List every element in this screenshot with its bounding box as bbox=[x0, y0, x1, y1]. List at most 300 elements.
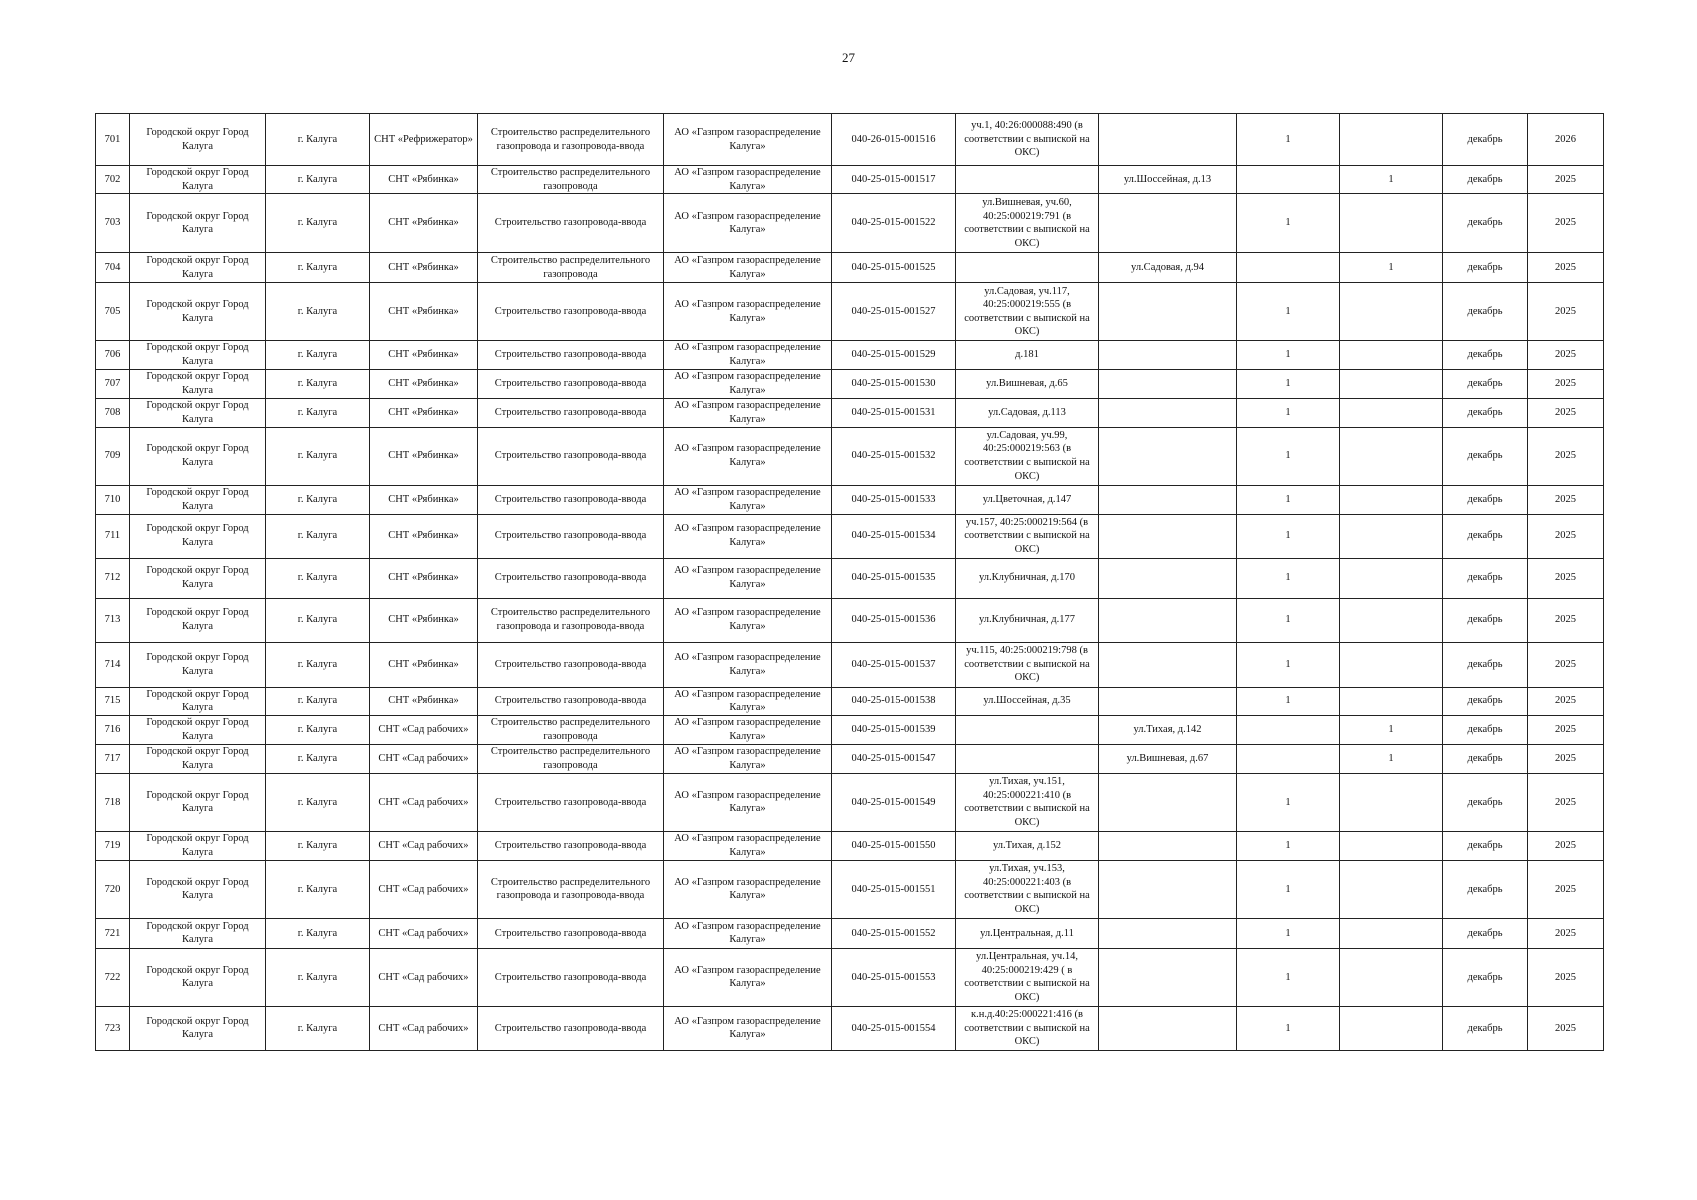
quantity-network-cell: 1 bbox=[1340, 166, 1443, 194]
code-cell: 040-25-015-001554 bbox=[832, 1006, 956, 1050]
gasification-table bbox=[95, 113, 1604, 1051]
address-cell bbox=[1099, 1006, 1237, 1050]
quantity-network-cell bbox=[1340, 1006, 1443, 1050]
quantity-network-cell: 1 bbox=[1340, 715, 1443, 744]
address-oks-cell: ул.Центральная, д.11 bbox=[956, 918, 1099, 948]
table-row bbox=[96, 598, 1604, 642]
city-cell: г. Калуга bbox=[266, 860, 370, 918]
month-cell: декабрь bbox=[1443, 744, 1528, 773]
organization-cell: АО «Газпром газораспределение Калуга» bbox=[664, 558, 832, 598]
address-cell: ул.Садовая, д.94 bbox=[1099, 253, 1237, 283]
snt-cell: СНТ «Рефрижератор» bbox=[370, 114, 478, 166]
row-number: 723 bbox=[96, 1006, 130, 1050]
quantity-input-cell: 1 bbox=[1237, 773, 1340, 831]
address-oks-cell: уч.157, 40:25:000219:564 (в соответствии с выпиской на ОКС) bbox=[956, 514, 1099, 558]
year-cell: 2025 bbox=[1528, 948, 1604, 1006]
year-cell: 2025 bbox=[1528, 642, 1604, 687]
code-cell: 040-25-015-001517 bbox=[832, 166, 956, 194]
address-cell bbox=[1099, 860, 1237, 918]
year-cell: 2025 bbox=[1528, 514, 1604, 558]
city-cell: г. Калуга bbox=[266, 773, 370, 831]
address-oks-cell: ул.Клубничная, д.177 bbox=[956, 598, 1099, 642]
row-number: 710 bbox=[96, 485, 130, 514]
year-cell: 2025 bbox=[1528, 773, 1604, 831]
district-cell: Городской округ Город Калуга bbox=[130, 1006, 266, 1050]
city-cell: г. Калуга bbox=[266, 687, 370, 715]
quantity-network-cell bbox=[1340, 831, 1443, 860]
month-cell: декабрь bbox=[1443, 773, 1528, 831]
table-row bbox=[96, 773, 1604, 831]
quantity-input-cell: 1 bbox=[1237, 598, 1340, 642]
year-cell: 2025 bbox=[1528, 194, 1604, 253]
month-cell: декабрь bbox=[1443, 558, 1528, 598]
organization-cell: АО «Газпром газораспределение Калуга» bbox=[664, 398, 832, 427]
row-number: 712 bbox=[96, 558, 130, 598]
organization-cell: АО «Газпром газораспределение Калуга» bbox=[664, 918, 832, 948]
city-cell: г. Калуга bbox=[266, 341, 370, 369]
address-oks-cell bbox=[956, 166, 1099, 194]
work-type-cell: Строительство газопровода-ввода bbox=[478, 948, 664, 1006]
table-body bbox=[96, 114, 1604, 1051]
district-cell: Городской округ Город Калуга bbox=[130, 687, 266, 715]
code-cell: 040-25-015-001527 bbox=[832, 283, 956, 341]
work-type-cell: Строительство распределительного газопровода и газопровода-ввода bbox=[478, 598, 664, 642]
city-cell: г. Калуга bbox=[266, 558, 370, 598]
district-cell: Городской округ Город Калуга bbox=[130, 283, 266, 341]
month-cell: декабрь bbox=[1443, 114, 1528, 166]
quantity-network-cell bbox=[1340, 687, 1443, 715]
table-row bbox=[96, 253, 1604, 283]
district-cell: Городской округ Город Калуга bbox=[130, 427, 266, 485]
quantity-network-cell bbox=[1340, 114, 1443, 166]
month-cell: декабрь bbox=[1443, 1006, 1528, 1050]
city-cell: г. Калуга bbox=[266, 948, 370, 1006]
snt-cell: СНТ «Сад рабочих» bbox=[370, 918, 478, 948]
work-type-cell: Строительство газопровода-ввода bbox=[478, 918, 664, 948]
table-row bbox=[96, 341, 1604, 369]
code-cell: 040-25-015-001529 bbox=[832, 341, 956, 369]
code-cell: 040-25-015-001547 bbox=[832, 744, 956, 773]
month-cell: декабрь bbox=[1443, 427, 1528, 485]
table-row bbox=[96, 642, 1604, 687]
table-row bbox=[96, 114, 1604, 166]
month-cell: декабрь bbox=[1443, 194, 1528, 253]
code-cell: 040-25-015-001534 bbox=[832, 514, 956, 558]
work-type-cell: Строительство распределительного газопровода и газопровода-ввода bbox=[478, 114, 664, 166]
city-cell: г. Калуга bbox=[266, 427, 370, 485]
snt-cell: СНТ «Рябинка» bbox=[370, 687, 478, 715]
code-cell: 040-26-015-001516 bbox=[832, 114, 956, 166]
code-cell: 040-25-015-001539 bbox=[832, 715, 956, 744]
city-cell: г. Калуга bbox=[266, 514, 370, 558]
code-cell: 040-25-015-001532 bbox=[832, 427, 956, 485]
organization-cell: АО «Газпром газораспределение Калуга» bbox=[664, 194, 832, 253]
work-type-cell: Строительство распределительного газопровода bbox=[478, 744, 664, 773]
row-number: 711 bbox=[96, 514, 130, 558]
quantity-input-cell: 1 bbox=[1237, 1006, 1340, 1050]
year-cell: 2025 bbox=[1528, 558, 1604, 598]
month-cell: декабрь bbox=[1443, 918, 1528, 948]
row-number: 717 bbox=[96, 744, 130, 773]
address-cell: ул.Шоссейная, д.13 bbox=[1099, 166, 1237, 194]
work-type-cell: Строительство распределительного газопровода bbox=[478, 166, 664, 194]
year-cell: 2025 bbox=[1528, 598, 1604, 642]
quantity-input-cell bbox=[1237, 166, 1340, 194]
city-cell: г. Калуга bbox=[266, 194, 370, 253]
organization-cell: АО «Газпром газораспределение Калуга» bbox=[664, 598, 832, 642]
quantity-input-cell: 1 bbox=[1237, 831, 1340, 860]
address-cell bbox=[1099, 485, 1237, 514]
address-cell bbox=[1099, 398, 1237, 427]
district-cell: Городской округ Город Калуга bbox=[130, 253, 266, 283]
year-cell: 2025 bbox=[1528, 860, 1604, 918]
organization-cell: АО «Газпром газораспределение Калуга» bbox=[664, 773, 832, 831]
row-number: 704 bbox=[96, 253, 130, 283]
district-cell: Городской округ Город Калуга bbox=[130, 948, 266, 1006]
address-oks-cell: к.н.д.40:25:000221:416 (в соответствии с выпиской на ОКС) bbox=[956, 1006, 1099, 1050]
snt-cell: СНТ «Рябинка» bbox=[370, 166, 478, 194]
work-type-cell: Строительство газопровода-ввода bbox=[478, 831, 664, 860]
code-cell: 040-25-015-001551 bbox=[832, 860, 956, 918]
quantity-input-cell: 1 bbox=[1237, 194, 1340, 253]
work-type-cell: Строительство газопровода-ввода bbox=[478, 687, 664, 715]
organization-cell: АО «Газпром газораспределение Калуга» bbox=[664, 114, 832, 166]
address-cell bbox=[1099, 687, 1237, 715]
table-row bbox=[96, 918, 1604, 948]
work-type-cell: Строительство газопровода-ввода bbox=[478, 369, 664, 398]
address-oks-cell: ул.Шоссейная, д.35 bbox=[956, 687, 1099, 715]
work-type-cell: Строительство распределительного газопровода и газопровода-ввода bbox=[478, 860, 664, 918]
address-cell bbox=[1099, 427, 1237, 485]
table-row bbox=[96, 1006, 1604, 1050]
city-cell: г. Калуга bbox=[266, 398, 370, 427]
row-number: 715 bbox=[96, 687, 130, 715]
table-row bbox=[96, 860, 1604, 918]
quantity-network-cell bbox=[1340, 918, 1443, 948]
address-oks-cell: ул.Садовая, уч.117, 40:25:000219:555 (в соответствии с выпиской на ОКС) bbox=[956, 283, 1099, 341]
month-cell: декабрь bbox=[1443, 831, 1528, 860]
code-cell: 040-25-015-001531 bbox=[832, 398, 956, 427]
code-cell: 040-25-015-001553 bbox=[832, 948, 956, 1006]
quantity-input-cell: 1 bbox=[1237, 485, 1340, 514]
table-row bbox=[96, 948, 1604, 1006]
row-number: 702 bbox=[96, 166, 130, 194]
district-cell: Городской округ Город Калуга bbox=[130, 860, 266, 918]
snt-cell: СНТ «Рябинка» bbox=[370, 558, 478, 598]
code-cell: 040-25-015-001549 bbox=[832, 773, 956, 831]
page-number: 27 bbox=[842, 50, 855, 65]
year-cell: 2025 bbox=[1528, 341, 1604, 369]
address-oks-cell bbox=[956, 253, 1099, 283]
city-cell: г. Калуга bbox=[266, 744, 370, 773]
organization-cell: АО «Газпром газораспределение Калуга» bbox=[664, 687, 832, 715]
district-cell: Городской округ Город Калуга bbox=[130, 398, 266, 427]
snt-cell: СНТ «Рябинка» bbox=[370, 369, 478, 398]
snt-cell: СНТ «Рябинка» bbox=[370, 341, 478, 369]
address-cell bbox=[1099, 773, 1237, 831]
quantity-input-cell: 1 bbox=[1237, 687, 1340, 715]
quantity-network-cell bbox=[1340, 948, 1443, 1006]
month-cell: декабрь bbox=[1443, 253, 1528, 283]
quantity-input-cell: 1 bbox=[1237, 114, 1340, 166]
district-cell: Городской округ Город Калуга bbox=[130, 918, 266, 948]
quantity-network-cell bbox=[1340, 642, 1443, 687]
year-cell: 2025 bbox=[1528, 918, 1604, 948]
row-number: 703 bbox=[96, 194, 130, 253]
address-oks-cell: ул.Садовая, д.113 bbox=[956, 398, 1099, 427]
district-cell: Городской округ Город Калуга bbox=[130, 558, 266, 598]
table-row bbox=[96, 485, 1604, 514]
snt-cell: СНТ «Сад рабочих» bbox=[370, 1006, 478, 1050]
address-oks-cell: уч.115, 40:25:000219:798 (в соответствии с выпиской на ОКС) bbox=[956, 642, 1099, 687]
quantity-input-cell: 1 bbox=[1237, 860, 1340, 918]
district-cell: Городской округ Город Калуга bbox=[130, 341, 266, 369]
snt-cell: СНТ «Рябинка» bbox=[370, 398, 478, 427]
organization-cell: АО «Газпром газораспределение Калуга» bbox=[664, 369, 832, 398]
year-cell: 2025 bbox=[1528, 283, 1604, 341]
quantity-input-cell: 1 bbox=[1237, 283, 1340, 341]
address-oks-cell bbox=[956, 715, 1099, 744]
snt-cell: СНТ «Рябинка» bbox=[370, 514, 478, 558]
code-cell: 040-25-015-001535 bbox=[832, 558, 956, 598]
organization-cell: АО «Газпром газораспределение Калуга» bbox=[664, 341, 832, 369]
table-row bbox=[96, 398, 1604, 427]
code-cell: 040-25-015-001537 bbox=[832, 642, 956, 687]
month-cell: декабрь bbox=[1443, 485, 1528, 514]
snt-cell: СНТ «Рябинка» bbox=[370, 194, 478, 253]
table-row bbox=[96, 166, 1604, 194]
year-cell: 2025 bbox=[1528, 1006, 1604, 1050]
quantity-input-cell bbox=[1237, 253, 1340, 283]
organization-cell: АО «Газпром газораспределение Калуга» bbox=[664, 485, 832, 514]
snt-cell: СНТ «Сад рабочих» bbox=[370, 744, 478, 773]
address-cell bbox=[1099, 194, 1237, 253]
row-number: 709 bbox=[96, 427, 130, 485]
quantity-network-cell bbox=[1340, 558, 1443, 598]
quantity-network-cell bbox=[1340, 369, 1443, 398]
work-type-cell: Строительство газопровода-ввода bbox=[478, 427, 664, 485]
code-cell: 040-25-015-001522 bbox=[832, 194, 956, 253]
organization-cell: АО «Газпром газораспределение Калуга» bbox=[664, 253, 832, 283]
address-cell bbox=[1099, 918, 1237, 948]
table-row bbox=[96, 427, 1604, 485]
row-number: 705 bbox=[96, 283, 130, 341]
city-cell: г. Калуга bbox=[266, 485, 370, 514]
snt-cell: СНТ «Сад рабочих» bbox=[370, 860, 478, 918]
address-oks-cell: уч.1, 40:26:000088:490 (в соответствии с выпиской на ОКС) bbox=[956, 114, 1099, 166]
month-cell: декабрь bbox=[1443, 642, 1528, 687]
address-oks-cell: ул.Вишневая, д.65 bbox=[956, 369, 1099, 398]
code-cell: 040-25-015-001538 bbox=[832, 687, 956, 715]
row-number: 721 bbox=[96, 918, 130, 948]
snt-cell: СНТ «Рябинка» bbox=[370, 253, 478, 283]
work-type-cell: Строительство распределительного газопровода bbox=[478, 715, 664, 744]
month-cell: декабрь bbox=[1443, 715, 1528, 744]
city-cell: г. Калуга bbox=[266, 369, 370, 398]
table-row bbox=[96, 369, 1604, 398]
month-cell: декабрь bbox=[1443, 283, 1528, 341]
address-cell bbox=[1099, 341, 1237, 369]
city-cell: г. Калуга bbox=[266, 831, 370, 860]
district-cell: Городской округ Город Калуга bbox=[130, 369, 266, 398]
city-cell: г. Калуга bbox=[266, 642, 370, 687]
address-cell bbox=[1099, 948, 1237, 1006]
organization-cell: АО «Газпром газораспределение Калуга» bbox=[664, 1006, 832, 1050]
address-oks-cell: ул.Тихая, уч.153, 40:25:000221:403 (в соответствии с выпиской на ОКС) bbox=[956, 860, 1099, 918]
table-row bbox=[96, 687, 1604, 715]
address-cell bbox=[1099, 831, 1237, 860]
address-oks-cell: ул.Тихая, д.152 bbox=[956, 831, 1099, 860]
organization-cell: АО «Газпром газораспределение Калуга» bbox=[664, 642, 832, 687]
quantity-network-cell: 1 bbox=[1340, 744, 1443, 773]
city-cell: г. Калуга bbox=[266, 1006, 370, 1050]
district-cell: Городской округ Город Калуга bbox=[130, 166, 266, 194]
code-cell: 040-25-015-001533 bbox=[832, 485, 956, 514]
table-row bbox=[96, 744, 1604, 773]
table-row bbox=[96, 558, 1604, 598]
table-row bbox=[96, 283, 1604, 341]
quantity-network-cell bbox=[1340, 598, 1443, 642]
organization-cell: АО «Газпром газораспределение Калуга» bbox=[664, 948, 832, 1006]
quantity-input-cell: 1 bbox=[1237, 948, 1340, 1006]
organization-cell: АО «Газпром газораспределение Калуга» bbox=[664, 166, 832, 194]
quantity-network-cell bbox=[1340, 427, 1443, 485]
quantity-input-cell bbox=[1237, 715, 1340, 744]
year-cell: 2025 bbox=[1528, 427, 1604, 485]
year-cell: 2025 bbox=[1528, 687, 1604, 715]
row-number: 713 bbox=[96, 598, 130, 642]
address-cell bbox=[1099, 514, 1237, 558]
month-cell: декабрь bbox=[1443, 687, 1528, 715]
code-cell: 040-25-015-001552 bbox=[832, 918, 956, 948]
table-row bbox=[96, 514, 1604, 558]
year-cell: 2025 bbox=[1528, 166, 1604, 194]
month-cell: декабрь bbox=[1443, 369, 1528, 398]
work-type-cell: Строительство газопровода-ввода bbox=[478, 485, 664, 514]
snt-cell: СНТ «Рябинка» bbox=[370, 485, 478, 514]
city-cell: г. Калуга bbox=[266, 114, 370, 166]
address-oks-cell: ул.Садовая, уч.99, 40:25:000219:563 (в соответствии с выпиской на ОКС) bbox=[956, 427, 1099, 485]
snt-cell: СНТ «Рябинка» bbox=[370, 642, 478, 687]
code-cell: 040-25-015-001536 bbox=[832, 598, 956, 642]
work-type-cell: Строительство газопровода-ввода bbox=[478, 642, 664, 687]
address-oks-cell: ул.Цветочная, д.147 bbox=[956, 485, 1099, 514]
snt-cell: СНТ «Сад рабочих» bbox=[370, 948, 478, 1006]
quantity-input-cell: 1 bbox=[1237, 558, 1340, 598]
row-number: 706 bbox=[96, 341, 130, 369]
year-cell: 2026 bbox=[1528, 114, 1604, 166]
month-cell: декабрь bbox=[1443, 398, 1528, 427]
work-type-cell: Строительство газопровода-ввода bbox=[478, 341, 664, 369]
month-cell: декабрь bbox=[1443, 166, 1528, 194]
row-number: 716 bbox=[96, 715, 130, 744]
code-cell: 040-25-015-001525 bbox=[832, 253, 956, 283]
snt-cell: СНТ «Сад рабочих» bbox=[370, 831, 478, 860]
row-number: 718 bbox=[96, 773, 130, 831]
organization-cell: АО «Газпром газораспределение Калуга» bbox=[664, 283, 832, 341]
quantity-input-cell bbox=[1237, 744, 1340, 773]
quantity-input-cell: 1 bbox=[1237, 642, 1340, 687]
organization-cell: АО «Газпром газораспределение Калуга» bbox=[664, 860, 832, 918]
organization-cell: АО «Газпром газораспределение Калуга» bbox=[664, 514, 832, 558]
code-cell: 040-25-015-001530 bbox=[832, 369, 956, 398]
work-type-cell: Строительство газопровода-ввода bbox=[478, 1006, 664, 1050]
year-cell: 2025 bbox=[1528, 715, 1604, 744]
organization-cell: АО «Газпром газораспределение Калуга» bbox=[664, 427, 832, 485]
address-oks-cell bbox=[956, 744, 1099, 773]
row-number: 722 bbox=[96, 948, 130, 1006]
address-cell: ул.Вишневая, д.67 bbox=[1099, 744, 1237, 773]
year-cell: 2025 bbox=[1528, 485, 1604, 514]
district-cell: Городской округ Город Калуга bbox=[130, 114, 266, 166]
work-type-cell: Строительство газопровода-ввода bbox=[478, 398, 664, 427]
quantity-network-cell bbox=[1340, 860, 1443, 918]
quantity-network-cell bbox=[1340, 514, 1443, 558]
city-cell: г. Калуга bbox=[266, 166, 370, 194]
district-cell: Городской округ Город Калуга bbox=[130, 194, 266, 253]
district-cell: Городской округ Город Калуга bbox=[130, 831, 266, 860]
month-cell: декабрь bbox=[1443, 341, 1528, 369]
quantity-input-cell: 1 bbox=[1237, 369, 1340, 398]
address-oks-cell: д.181 bbox=[956, 341, 1099, 369]
year-cell: 2025 bbox=[1528, 398, 1604, 427]
organization-cell: АО «Газпром газораспределение Калуга» bbox=[664, 744, 832, 773]
snt-cell: СНТ «Рябинка» bbox=[370, 598, 478, 642]
address-oks-cell: ул.Тихая, уч.151, 40:25:000221:410 (в соответствии с выпиской на ОКС) bbox=[956, 773, 1099, 831]
work-type-cell: Строительство газопровода-ввода bbox=[478, 773, 664, 831]
snt-cell: СНТ «Рябинка» bbox=[370, 283, 478, 341]
month-cell: декабрь bbox=[1443, 598, 1528, 642]
city-cell: г. Калуга bbox=[266, 598, 370, 642]
quantity-network-cell bbox=[1340, 194, 1443, 253]
organization-cell: АО «Газпром газораспределение Калуга» bbox=[664, 831, 832, 860]
row-number: 707 bbox=[96, 369, 130, 398]
work-type-cell: Строительство газопровода-ввода bbox=[478, 194, 664, 253]
address-oks-cell: ул.Вишневая, уч.60, 40:25:000219:791 (в соответствии с выпиской на ОКС) bbox=[956, 194, 1099, 253]
row-number: 714 bbox=[96, 642, 130, 687]
address-cell bbox=[1099, 642, 1237, 687]
address-cell bbox=[1099, 598, 1237, 642]
work-type-cell: Строительство газопровода-ввода bbox=[478, 283, 664, 341]
month-cell: декабрь bbox=[1443, 514, 1528, 558]
city-cell: г. Калуга bbox=[266, 283, 370, 341]
city-cell: г. Калуга bbox=[266, 918, 370, 948]
snt-cell: СНТ «Сад рабочих» bbox=[370, 773, 478, 831]
address-cell bbox=[1099, 114, 1237, 166]
year-cell: 2025 bbox=[1528, 744, 1604, 773]
district-cell: Городской округ Город Калуга bbox=[130, 642, 266, 687]
month-cell: декабрь bbox=[1443, 860, 1528, 918]
year-cell: 2025 bbox=[1528, 253, 1604, 283]
row-number: 701 bbox=[96, 114, 130, 166]
quantity-network-cell bbox=[1340, 485, 1443, 514]
city-cell: г. Калуга bbox=[266, 715, 370, 744]
code-cell: 040-25-015-001550 bbox=[832, 831, 956, 860]
address-cell: ул.Тихая, д.142 bbox=[1099, 715, 1237, 744]
address-oks-cell: ул.Клубничная, д.170 bbox=[956, 558, 1099, 598]
year-cell: 2025 bbox=[1528, 369, 1604, 398]
organization-cell: АО «Газпром газораспределение Калуга» bbox=[664, 715, 832, 744]
quantity-network-cell: 1 bbox=[1340, 253, 1443, 283]
district-cell: Городской округ Город Калуга bbox=[130, 715, 266, 744]
district-cell: Городской округ Город Калуга bbox=[130, 598, 266, 642]
quantity-input-cell: 1 bbox=[1237, 514, 1340, 558]
address-cell bbox=[1099, 283, 1237, 341]
address-oks-cell: ул.Центральная, уч.14, 40:25:000219:429 ( в соответствии с выпиской на ОКС) bbox=[956, 948, 1099, 1006]
work-type-cell: Строительство газопровода-ввода bbox=[478, 514, 664, 558]
table-row bbox=[96, 194, 1604, 253]
quantity-network-cell bbox=[1340, 398, 1443, 427]
